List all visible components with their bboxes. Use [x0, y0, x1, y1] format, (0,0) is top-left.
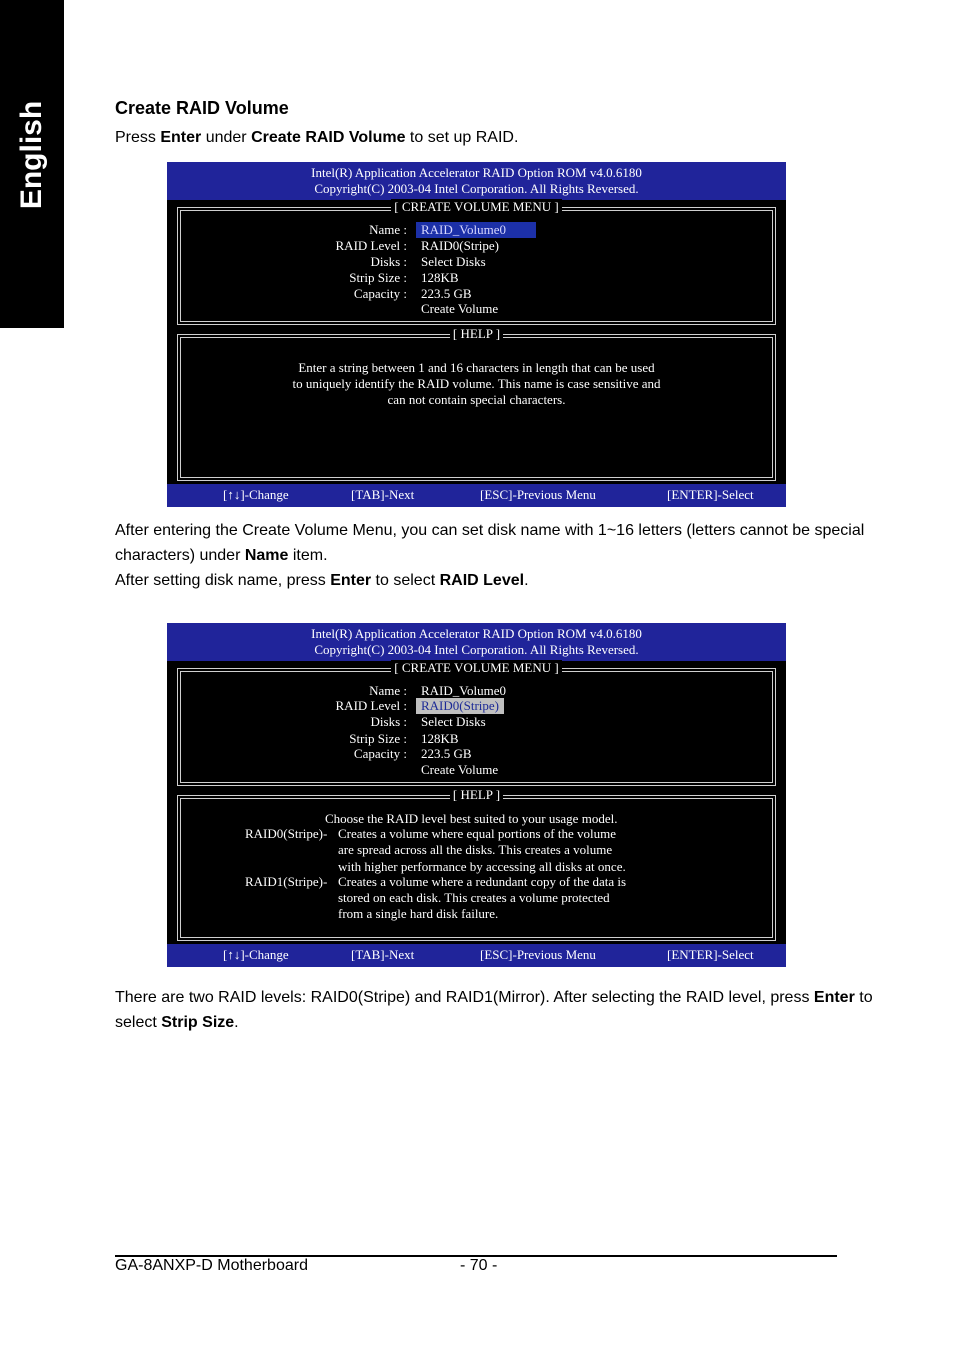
help-panel — [177, 326, 776, 481]
strip-size-value[interactable]: 128KB — [421, 731, 459, 746]
bios-header-title: Intel(R) Application Accelerator RAID Option ROM v4.0.6180 — [311, 626, 642, 641]
help-panel-title: [ HELP ] — [450, 326, 503, 341]
field-label: Strip Size : — [349, 270, 407, 285]
intro-enter-key: Enter — [160, 129, 202, 146]
help-text-line: can not contain special characters. — [387, 392, 566, 407]
bios-footer — [167, 484, 786, 507]
field-label: Name : — [369, 222, 407, 237]
name-input[interactable]: RAID_Volume0 — [416, 222, 536, 238]
text-span: item. — [288, 547, 328, 564]
select-key-hint: [ENTER]-Select — [667, 487, 754, 502]
field-row-create-volume[interactable] — [178, 762, 775, 778]
create-volume-menu — [177, 199, 776, 325]
disks-value[interactable]: Select Disks — [421, 254, 486, 269]
text-span: . — [524, 572, 529, 589]
create-volume-menu-title: [ CREATE VOLUME MENU ] — [391, 660, 561, 675]
raid1-label: RAID1(Stripe)- — [245, 874, 328, 889]
bios-header — [167, 623, 786, 661]
paragraph-line — [115, 1010, 873, 1035]
strip-size-term: Strip Size — [161, 1014, 235, 1031]
field-row-disks[interactable] — [178, 254, 775, 270]
help-text-line: are spread across all the disks. This creates a volume — [338, 842, 613, 857]
raid-level-value[interactable]: RAID0(Stripe) — [416, 698, 504, 714]
field-row-name[interactable] — [178, 683, 775, 699]
field-label: Disks : — [370, 714, 407, 729]
field-row-strip-size[interactable] — [178, 731, 775, 747]
field-row-strip-size[interactable] — [178, 270, 775, 286]
raid0-label: RAID0(Stripe)- — [245, 826, 328, 841]
language-tab — [0, 0, 64, 328]
section-title: Create RAID Volume — [115, 98, 289, 118]
enter-key-term: Enter — [330, 572, 372, 589]
footer-model: GA-8ANXP-D Motherboard — [115, 1257, 308, 1274]
capacity-value[interactable]: 223.5 GB — [421, 746, 472, 761]
create-volume-button[interactable]: Create Volume — [421, 762, 499, 777]
intro-menu-name: Create RAID Volume — [251, 129, 406, 146]
next-key-hint: [TAB]-Next — [351, 487, 415, 502]
disks-value[interactable]: Select Disks — [421, 714, 486, 729]
bios-header-title: Intel(R) Application Accelerator RAID Option ROM v4.0.6180 — [311, 165, 642, 180]
intro-text-1: Press — [115, 129, 161, 146]
field-row-create-volume[interactable] — [178, 301, 775, 317]
help-text-line: from a single hard disk failure. — [338, 906, 499, 921]
text-span: select — [115, 1014, 162, 1031]
text-span: . — [234, 1014, 239, 1031]
text-span: to select — [371, 572, 440, 589]
field-label: Name : — [369, 683, 407, 698]
intro-paragraph — [115, 125, 518, 150]
previous-menu-key-hint: [ESC]-Previous Menu — [480, 487, 596, 502]
bios-screen-raid-level — [167, 623, 786, 967]
name-term: Name — [244, 547, 289, 564]
bios-footer — [167, 944, 786, 967]
help-text-line: Choose the RAID level best suited to your usage model. — [325, 811, 618, 826]
help-text-line: Creates a volume where a redundant copy of the data is — [338, 874, 627, 889]
change-key-hint: [↑↓]-Change — [223, 947, 289, 962]
help-panel — [177, 787, 776, 941]
text-span: After setting disk name, press — [115, 572, 331, 589]
raid-levels-paragraph — [115, 985, 873, 1035]
raid-level-value[interactable]: RAID0(Stripe) — [421, 238, 499, 253]
field-label: Capacity : — [353, 746, 407, 761]
bios-header-copyright: Copyright(C) 2003-04 Intel Corporation. All Rights Reversed. — [314, 181, 639, 196]
name-input[interactable]: RAID_Volume0 — [421, 683, 506, 698]
paragraph-line — [115, 543, 864, 568]
capacity-value[interactable]: 223.5 GB — [421, 286, 472, 301]
help-text-line: Creates a volume where equal portions of the volume — [338, 826, 616, 841]
language-tab-label: English — [15, 100, 48, 210]
text-span: There are two RAID levels: RAID0(Stripe) and RAID1(Mirror). After selecting the RAID level, press — [115, 989, 814, 1006]
help-panel-title: [ HELP ] — [450, 787, 503, 802]
strip-size-value[interactable]: 128KB — [421, 270, 459, 285]
name-instructions-paragraph — [115, 518, 864, 593]
paragraph-line: After entering the Create Volume Menu, you can set disk name with 1~16 letters (letters cannot be special — [115, 522, 865, 539]
paragraph-line — [115, 568, 864, 593]
select-key-hint: [ENTER]-Select — [667, 947, 754, 962]
text-span: characters) under — [115, 547, 245, 564]
field-label: Strip Size : — [349, 731, 407, 746]
field-row-raid-level[interactable] — [178, 698, 775, 714]
field-row-name[interactable] — [178, 222, 775, 238]
field-row-raid-level[interactable] — [178, 238, 775, 254]
field-row-capacity[interactable] — [178, 286, 775, 302]
create-volume-menu-title: [ CREATE VOLUME MENU ] — [391, 199, 561, 214]
bios-header — [167, 162, 786, 200]
previous-menu-key-hint: [ESC]-Previous Menu — [480, 947, 596, 962]
field-label: RAID Level : — [335, 238, 407, 253]
change-key-hint: [↑↓]-Change — [223, 487, 289, 502]
help-text-line: Enter a string between 1 and 16 characters in length that can be used — [298, 360, 655, 375]
create-volume-menu — [177, 660, 776, 786]
bios-header-copyright: Copyright(C) 2003-04 Intel Corporation. All Rights Reversed. — [314, 642, 639, 657]
field-row-capacity[interactable] — [178, 746, 775, 762]
intro-text-2: under — [201, 129, 252, 146]
field-label: RAID Level : — [335, 698, 407, 713]
field-row-disks[interactable] — [178, 714, 775, 730]
field-label: Disks : — [370, 254, 407, 269]
enter-key-term: Enter — [813, 989, 855, 1006]
page-number: - 70 - — [460, 1257, 498, 1274]
text-span: to — [854, 989, 873, 1006]
bios-screen-name — [167, 162, 786, 507]
intro-text-3: to set up RAID. — [405, 129, 519, 146]
create-volume-button[interactable]: Create Volume — [421, 301, 499, 316]
raid-level-term: RAID Level — [439, 572, 525, 589]
help-text-line: to uniquely identify the RAID volume. This name is case sensitive and — [292, 376, 661, 391]
field-label: Capacity : — [353, 286, 407, 301]
next-key-hint: [TAB]-Next — [351, 947, 415, 962]
help-text-line: with higher performance by accessing all disks at once. — [338, 859, 626, 874]
help-text-line: stored on each disk. This creates a volume protected — [338, 890, 610, 905]
paragraph-line — [115, 985, 873, 1010]
